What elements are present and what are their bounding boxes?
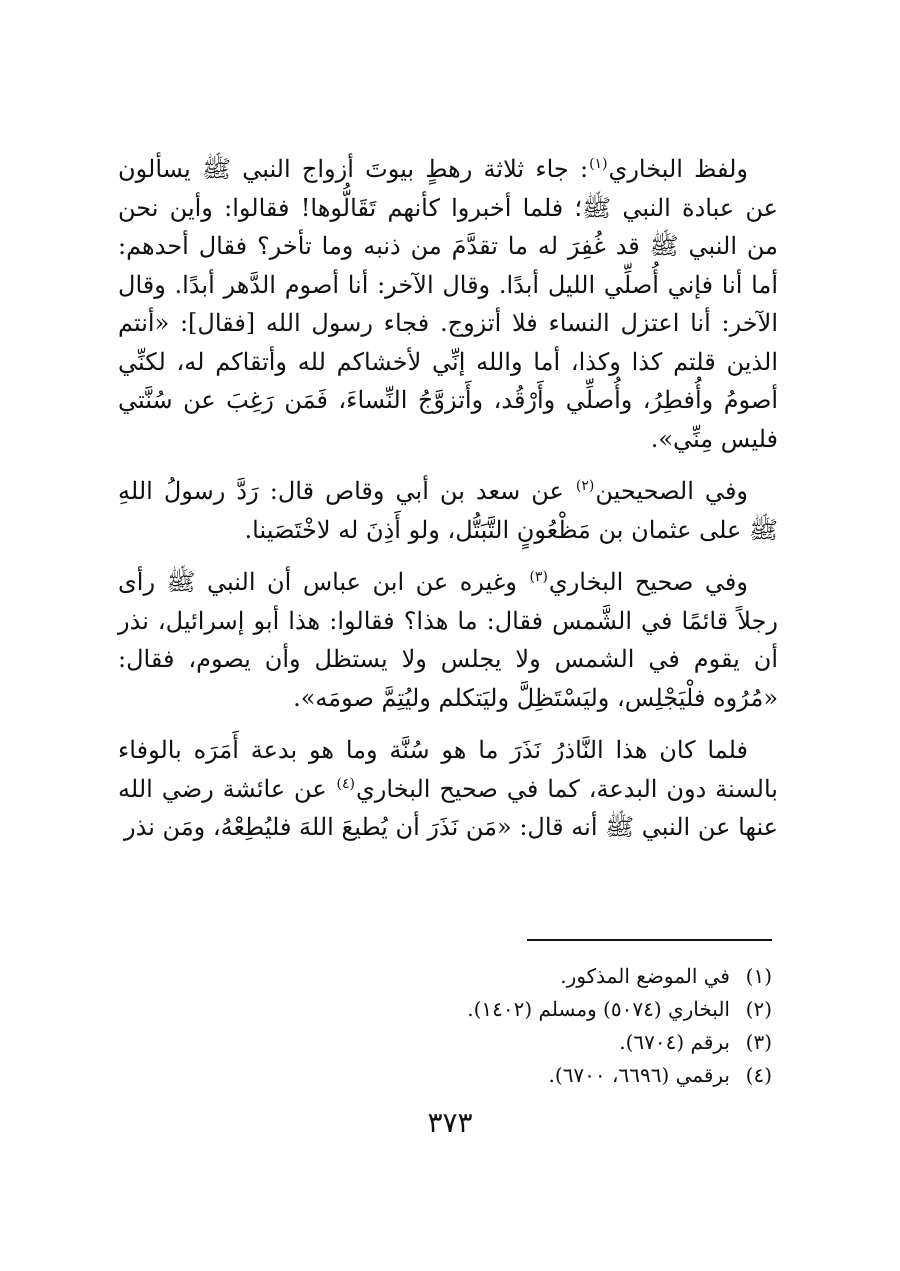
paragraph-nadhir bbox=[118, 731, 778, 847]
footnote-number: (٢) bbox=[745, 997, 772, 1021]
footnote-number: (١) bbox=[745, 964, 772, 988]
paragraph-bukhari-wording bbox=[118, 150, 778, 458]
footnote-item bbox=[132, 960, 772, 993]
footnote-divider bbox=[527, 939, 772, 941]
footnote-item bbox=[132, 1059, 772, 1092]
footnote-text: في الموضع المذكور. bbox=[560, 964, 730, 988]
footnote-ref: (١) bbox=[589, 156, 608, 172]
footnotes-list bbox=[132, 960, 772, 1092]
paragraph-text: وفي الصحيحين bbox=[595, 477, 749, 505]
footnote-number: (٣) bbox=[745, 1030, 772, 1054]
paragraph-sahih-bukhari bbox=[118, 563, 778, 717]
paragraph-text: : جاء ثلاثة رهطٍ بيوتَ أزواج النبي ﷺ يسألون عن عبادة النبي ﷺ؛ فلما أخبروا كأنهم تَقَالُّوها! فقالوا: وأين نحن من النبي ﷺ قد غُفِرَ له ما تقدَّمَ من ذنبه وما تأخر؟ فقال أحدهم: أما أنا فإني أُصلِّي الليل أبدًا. وقال الآخر: أنا أصوم الدَّهر أبدًا. وقال الآخر: أنا اعتزل النساء فلا أتزوج. فجاء رسول الله [فقال]: «أنتم الذين قلتم كذا وكذا، أما والله إنِّي لأخشاكم لله وأتقاكم له، لكنِّي أصومُ وأُفطِرُ، وأُصلِّي وأَرْقُد، وأَتزوَّجُ النِّساءَ، فَمَن رَغِبَ عن سُنَّتي فليس مِنِّي». bbox=[118, 155, 779, 453]
paragraph-text: وغيره عن ابن عباس أن النبي ﷺ رأى رجلاً قائمًا في الشَّمس فقال: ما هذا؟ فقالوا: هذا أبو إسرائيل، نذر أن يقوم في الشمس ولا يجلس ولا يستظل وأن يصوم، فقال: «مُرُوه فلْيَجْلِس، وليَسْتَظِلَّ وليَتكلم وليُتِمَّ صومَه». bbox=[118, 568, 778, 712]
footnote-text: برقمي (٦٦٩٦، ٦٧٠٠). bbox=[548, 1063, 730, 1087]
paragraph-text: ولفظ البخاري bbox=[608, 155, 749, 183]
paragraph-text: وفي صحيح البخاري bbox=[548, 568, 748, 596]
footnote-ref: (٣) bbox=[529, 569, 548, 585]
paragraph-text: فلما كان هذا النَّاذرُ نَذَرَ ما هو سُنَّة وما هو بدعة أَمَرَه بالوفاء بالسنة دون البدعة، كما في صحيح البخاري bbox=[118, 736, 778, 803]
footnote-item bbox=[132, 993, 772, 1026]
footnote-text: البخاري (٥٠٧٤) ومسلم (١٤٠٢). bbox=[467, 997, 730, 1021]
footnote-number: (٤) bbox=[745, 1063, 772, 1087]
page-number: ٣٧٣ bbox=[427, 1106, 473, 1139]
paragraph-sahihain bbox=[118, 472, 778, 549]
footnote-text: برقم (٦٧٠٤). bbox=[619, 1030, 730, 1054]
footnote-item bbox=[132, 1026, 772, 1059]
footnote-ref: (٤) bbox=[336, 775, 356, 792]
footnote-ref: (٢) bbox=[575, 478, 595, 494]
paragraph-text: عن عائشة رضي الله عنها عن النبي ﷺ أنه قال: «مَن نَذَرَ أن يُطيعَ اللهَ فليُطِعْهُ، ومَن نذر bbox=[118, 774, 778, 841]
paragraph-text: عن سعد بن أبي وقاص قال: رَدَّ رسولُ اللهِ ﷺ على عثمان بن مَظْعُونٍ التَّبَتُّل، ولو أَذِنَ له لاخْتَصَينا. bbox=[118, 477, 778, 544]
